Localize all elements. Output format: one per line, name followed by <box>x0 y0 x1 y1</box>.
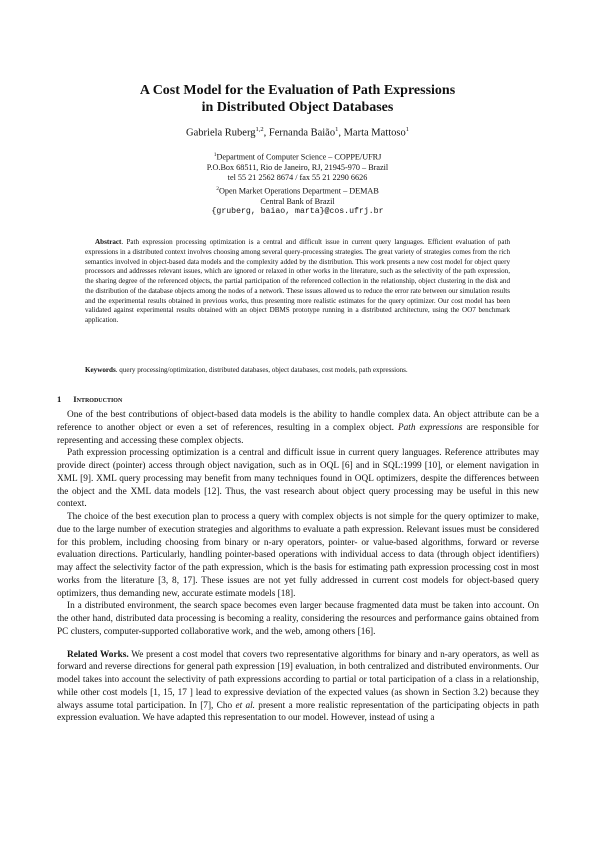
affiliation-mark: 2 <box>216 185 219 192</box>
affiliation-phone: tel 55 21 2562 8674 / fax 55 21 2290 6626 <box>227 173 368 183</box>
section-title: Introduction <box>73 394 123 404</box>
affiliation-line <box>0 150 595 163</box>
affiliation-department: Open Market Operations Department – DEMAB <box>218 186 379 196</box>
keywords-label: Keywords <box>85 366 116 374</box>
emphasis-text: Path expressions <box>397 422 463 433</box>
affiliation-line <box>0 184 595 197</box>
paragraph-text: present a more realistic representation of the participating objects in path expression evaluation. We have adapted this representation to our model. However, instead of using a <box>57 700 539 724</box>
emphasis-text: et al. <box>235 700 256 711</box>
author-name: Marta Mattoso <box>343 127 406 139</box>
affiliation-mark: 1 <box>213 152 217 158</box>
section-number: 1 <box>57 394 62 404</box>
author-name: Fernanda Baião <box>268 127 336 139</box>
keywords-text: . query processing/optimization, distributed databases, object databases, cost models, path expressions. <box>115 366 408 374</box>
affiliation-institution: Central Bank of Brazil <box>260 196 335 206</box>
author-list: Gabriela Ruberg$^{1,2}$, Fernanda Baião$^1$, Marta Mattoso$^1$ <box>186 126 409 139</box>
paragraph: In a distributed environment, the search space becomes even larger because fragmented data must be taken into account. On the other hand, distributed data processing is becoming a reality, considering the resources and performance gains obtained from PC clusters, computer-supported collaborative work, and the web, among others [16]. <box>57 601 539 637</box>
paragraph: The choice of the best execution plan to process a query with complex objects is not simple for the query optimizer to make, due to the large number of execution strategies and algorithms to evaluate a path expression. Relevant issues must be considered for this problem, including choosing from binary or n-ary operators, pointer- or value-based algorithms, forward or reverse evaluation directions. Particularly, handling pointer-based operations with individual access to data (through object identifiers) may affect the selectivity factor of the path expression, which is the basis for estimating path expression processing cost in most works from the literature [3, 8, 17]. These issues are not yet fully addressed in current cost models for object-based query optimizers, thus demanding new, accurate estimate models [18]. <box>57 512 539 599</box>
title-line-1: A Cost Model for the Evaluation of Path Expressions <box>139 83 456 98</box>
abstract <box>85 238 510 326</box>
author-affiliation-mark: 1,2 <box>255 126 264 133</box>
paper-title <box>0 82 595 116</box>
author-affiliation-mark: 1 <box>405 126 409 133</box>
run-in-heading: Related Works. <box>67 649 129 660</box>
body-text <box>57 409 539 725</box>
abstract-label: Abstract <box>95 238 122 246</box>
paragraph <box>57 649 539 726</box>
abstract-text: . Path expression processing optimization is a central and difficult issue in current query languages. Efficient evaluation of path expressions in a distributed context involves choosing among several query-processing strategies. The great variety of strategies comes from the rich semantics involved in object-based data models and the complexity added by the distribution. This work presents a new cost model for object query processors and addresses relevant issues, which are ignored or relaxed in other works in the literature, such as the selectivity of the path expression, the sharing degree of the referenced objects, the partial participation of the referenced collection in the relationship, object clustering in the disk and the distribution of the database objects among the nodes of a network. These issues allowed us to reduce the error rate between our simulation results and the experimental results obtained in previous works, thus presenting more realistic estimates for the query optimizer. Our cost model has been validated against experimental results obtained with an object DBMS prototype running in a distributed architecture, using the OO7 benchmark application. <box>85 238 510 324</box>
paragraph <box>57 409 539 447</box>
paragraph: Path expression processing optimization is a central and difficult issue in current query languages. Reference attributes may provide direct (pointer) access through object navigation, such as in OQL [6] and in SQL:1999 [10], or element navigation in XML [9]. XML query processing may benefit from many techniques found in OQL optimizers, despite the differences between the object and the XML data models [12]. Thus, the vast research about object query processing may be useful in this new context. <box>57 448 539 510</box>
paragraph-text: are responsible for representing and accessing these complex objects. <box>57 422 540 446</box>
affiliation-address: P.O.Box 68511, Rio de Janeiro, RJ, 21945-970 – Brazil <box>206 163 389 173</box>
author-affiliation-mark: 1 <box>335 126 339 133</box>
title-line-2: in Distributed Object Databases <box>201 100 394 115</box>
author-name: Gabriela Ruberg <box>186 127 256 139</box>
affiliation-department: Department of Computer Science – COPPE/UFRJ <box>216 152 382 162</box>
affiliations <box>0 150 595 217</box>
author-emails: {gruberg, baiao, marta}@cos.ufrj.br <box>211 206 384 216</box>
section-heading <box>57 394 122 404</box>
paragraph-text: One of the best contributions of object-based data models is the ability to handle complex data. An object attribute can be a reference to another object or even a set of references, resulting in a complex object. <box>57 410 539 433</box>
paragraph-text: We present a cost model that covers two representative algorithms for binary and n-ary operators, as well as forward and reverse directions for general path expression [19] evaluation, in both centralized and distributed environments. Our model takes into account the selectivity of path expressions according to partial or total participation of a class in a relationship, while other cost models [1, 15, 17 ] lead to expressive deviation of the expected values (as shown in Section 3.2) because they always assume total participation. In [7], Cho <box>57 649 539 711</box>
keywords <box>85 366 510 376</box>
